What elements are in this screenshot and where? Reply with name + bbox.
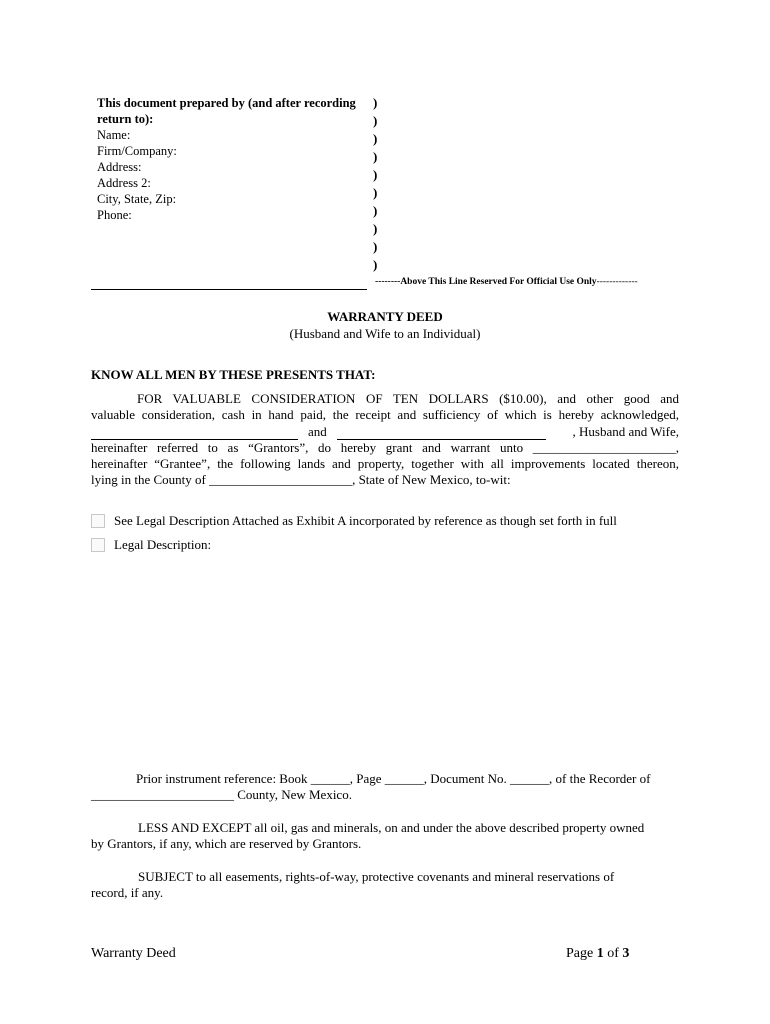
consideration-line-5: hereinafter “Grantee”, the following lands and property, together with all improvements located thereon, bbox=[91, 456, 679, 472]
prepared-by-block bbox=[97, 95, 367, 223]
exhibit-option-row bbox=[91, 513, 617, 529]
subject-line-1: SUBJECT to all easements, rights-of-way, protective covenants and mineral reservations of bbox=[138, 869, 615, 884]
legal-description-label: Legal Description: bbox=[114, 537, 212, 552]
consideration-line-2: valuable consideration, cash in hand paid, the receipt and sufficiency of which is hereby acknowledged, bbox=[91, 407, 679, 423]
consideration-line-3 bbox=[91, 424, 679, 440]
prepared-by-heading: This document prepared by (and after recording bbox=[97, 96, 356, 110]
exhibit-checkbox[interactable] bbox=[91, 514, 105, 528]
less-except-paragraph bbox=[91, 820, 679, 853]
husband-wife-text: , Husband and Wife, bbox=[572, 423, 679, 439]
paren: ) bbox=[373, 221, 378, 236]
grantor-2-blank[interactable] bbox=[337, 428, 546, 440]
current-page: 1 bbox=[596, 946, 604, 961]
prior-line-2: ______________________ County, New Mexico. bbox=[91, 787, 352, 803]
paren: ) bbox=[373, 113, 378, 128]
reserved-dashes-right: ------------- bbox=[596, 277, 638, 287]
consideration-line-1: FOR VALUABLE CONSIDERATION OF TEN DOLLARS ($10.00), and other good and bbox=[137, 391, 679, 406]
footer-document-name: Warranty Deed bbox=[91, 946, 176, 961]
of-word: of bbox=[607, 946, 619, 961]
prepared-by-heading-cont: return to): bbox=[97, 112, 154, 126]
paren: ) bbox=[373, 185, 378, 200]
reserved-text: Above This Line Reserved For Official Use Only bbox=[400, 277, 597, 287]
field-address: Address: bbox=[97, 160, 142, 174]
know-all-heading: KNOW ALL MEN BY THESE PRESENTS THAT: bbox=[91, 367, 376, 382]
paren: ) bbox=[373, 239, 378, 254]
paren: ) bbox=[373, 257, 378, 272]
footer-page-number bbox=[566, 946, 629, 962]
and-word: and bbox=[308, 423, 327, 439]
document-subtitle: (Husband and Wife to an Individual) bbox=[289, 326, 481, 341]
paren: ) bbox=[373, 95, 378, 110]
exhibit-option-label: See Legal Description Attached as Exhibit A incorporated by reference as though set forth in full bbox=[114, 513, 617, 528]
subject-line-2: record, if any. bbox=[91, 885, 164, 901]
paren: ) bbox=[373, 149, 378, 164]
subject-paragraph bbox=[91, 869, 679, 902]
reserved-line-label bbox=[375, 277, 638, 287]
document-title: WARRANTY DEED bbox=[327, 309, 443, 324]
paren: ) bbox=[373, 131, 378, 146]
grantor-1-blank[interactable] bbox=[91, 428, 298, 440]
consideration-line-4: hereinafter referred to as “Grantors”, do hereby grant and warrant unto ______________________, bbox=[91, 439, 679, 455]
less-except-line-1: LESS AND EXCEPT all oil, gas and minerals, on and under the above described property owned bbox=[138, 820, 645, 835]
paren: ) bbox=[373, 203, 378, 218]
page-word: Page bbox=[566, 946, 594, 961]
legal-description-checkbox[interactable] bbox=[91, 538, 105, 552]
field-name: Name: bbox=[97, 128, 131, 142]
consideration-paragraph bbox=[91, 391, 679, 489]
reserved-dashes-left: -------- bbox=[375, 277, 401, 287]
recording-divider-line bbox=[91, 289, 367, 290]
paren: ) bbox=[373, 167, 378, 182]
prior-line-1: Prior instrument reference: Book ______, Page ______, Document No. ______, of the Recorder of bbox=[136, 771, 651, 786]
field-firm: Firm/Company: bbox=[97, 144, 177, 158]
legal-description-option-row bbox=[91, 537, 211, 553]
field-city-state-zip: City, State, Zip: bbox=[97, 192, 177, 206]
total-pages: 3 bbox=[622, 946, 630, 961]
less-except-line-2: by Grantors, if any, which are reserved by Grantors. bbox=[91, 836, 362, 852]
consideration-line-6: lying in the County of ______________________, State of New Mexico, to-wit: bbox=[91, 472, 511, 488]
prior-instrument-paragraph bbox=[91, 771, 679, 804]
field-address2: Address 2: bbox=[97, 176, 151, 190]
bracket-column bbox=[373, 94, 377, 274]
field-phone: Phone: bbox=[97, 208, 132, 222]
